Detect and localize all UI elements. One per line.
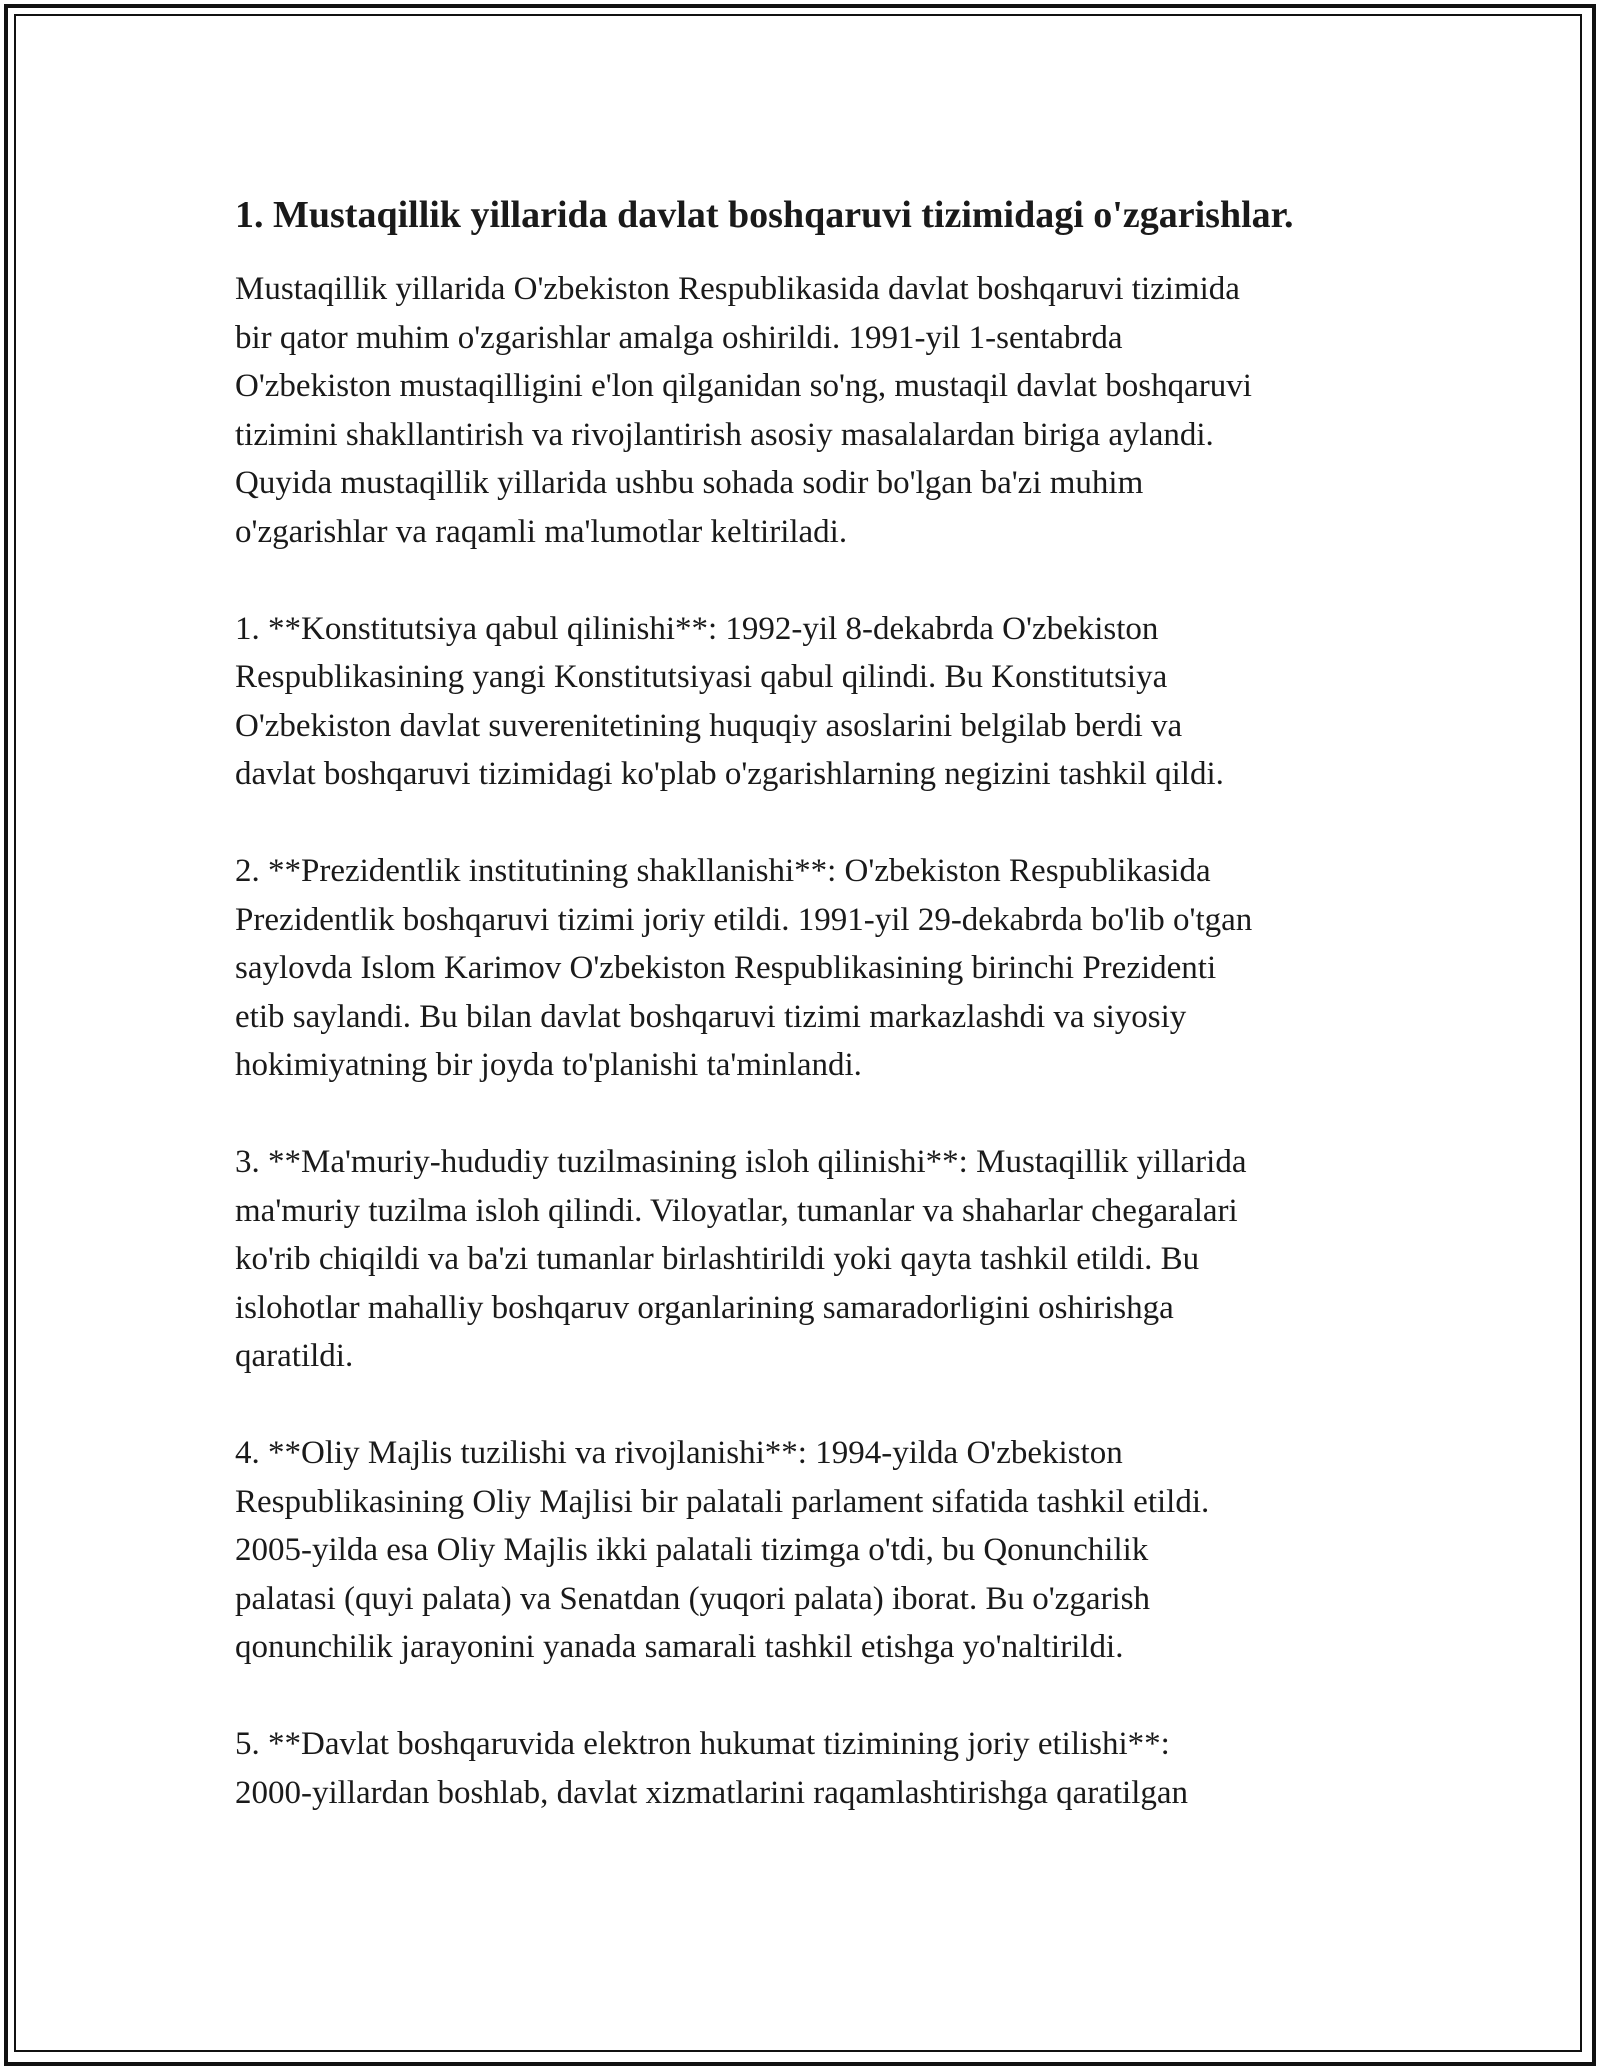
document-body	[235, 188, 1375, 1817]
list-item-konstitutsiya: 1. **Konstitutsiya qabul qilinishi**: 1992-yil 8-dekabrda O'zbekiston Respublikasining yangi Konstitutsiyasi qabul qilindi. Bu Konstitutsiya O'zbekiston davlat suverenitetining huquqiy asoslarini belgilab berdi va davlat boshqaruvi tizimidagi ko'plab o'zgarishlarning negizini tashkil qildi.	[235, 610, 1224, 792]
list-item-elektron-hukumat: 5. **Davlat boshqaruvida elektron hukumat tizimining joriy etilishi**: 2000-yillardan boshlab, davlat xizmatlarini raqamlashtirishga qaratilgan	[235, 1726, 1189, 1811]
page-title: 1. Mustaqillik yillarida davlat boshqaruvi tizimidagi o'zgarishlar.	[235, 194, 1294, 236]
list-item-prezidentlik: 2. **Prezidentlik institutining shakllanishi**: O'zbekiston Respublikasida Prezidentlik boshqaruvi tizimi joriy etildi. 1991-yil 29-dekabrda bo'lib o'tgan saylovda Islom Karimov O'zbekiston Respublikasining birinchi Prezidenti etib saylandi. Bu bilan davlat boshqaruvi tizimi markazlashdi va siyosiy hokimiyatning bir joyda to'planishi ta'minlandi.	[235, 853, 1253, 1083]
list-item-mamuriy-hududiy: 3. **Ma'muriy-hududiy tuzilmasining isloh qilinishi**: Mustaqillik yillarida ma'muriy tuzilma isloh qilindi. Viloyatlar, tumanlar va shaharlar chegaralari ko'rib chiqildi va ba'zi tumanlar birlashtirildi yoki qayta tashkil etildi. Bu islohotlar mahalliy boshqaruv organlarining samaradorligini oshirishga qaratildi.	[235, 1144, 1247, 1374]
list-item-oliy-majlis: 4. **Oliy Majlis tuzilishi va rivojlanishi**: 1994-yilda O'zbekiston Respublikasining Oliy Majlisi bir palatali parlament sifatida tashkil etildi. 2005-yilda esa Oliy Majlis ikki palatali tizimga o'tdi, bu Qonunchilik palatasi (quyi palata) va Senatdan (yuqori palata) iborat. Bu o'zgarish qonunchilik jarayonini yanada samarali tashkil etishga yo'naltirildi.	[235, 1435, 1210, 1665]
intro-paragraph: Mustaqillik yillarida O'zbekiston Respublikasida davlat boshqaruvi tizimida bir qator muhim o'zgarishlar amalga oshirildi. 1991-yil 1-sentabrda O'zbekiston mustaqilligini e'lon qilganidan so'ng, mustaqil davlat boshqaruvi tizimini shakllantirish va rivojlantirish asosiy masalalardan biriga aylandi. Quyida mustaqillik yillarida ushbu sohada sodir bo'lgan ba'zi muhim o'zgarishlar va raqamli ma'lumotlar keltiriladi.	[235, 271, 1252, 550]
